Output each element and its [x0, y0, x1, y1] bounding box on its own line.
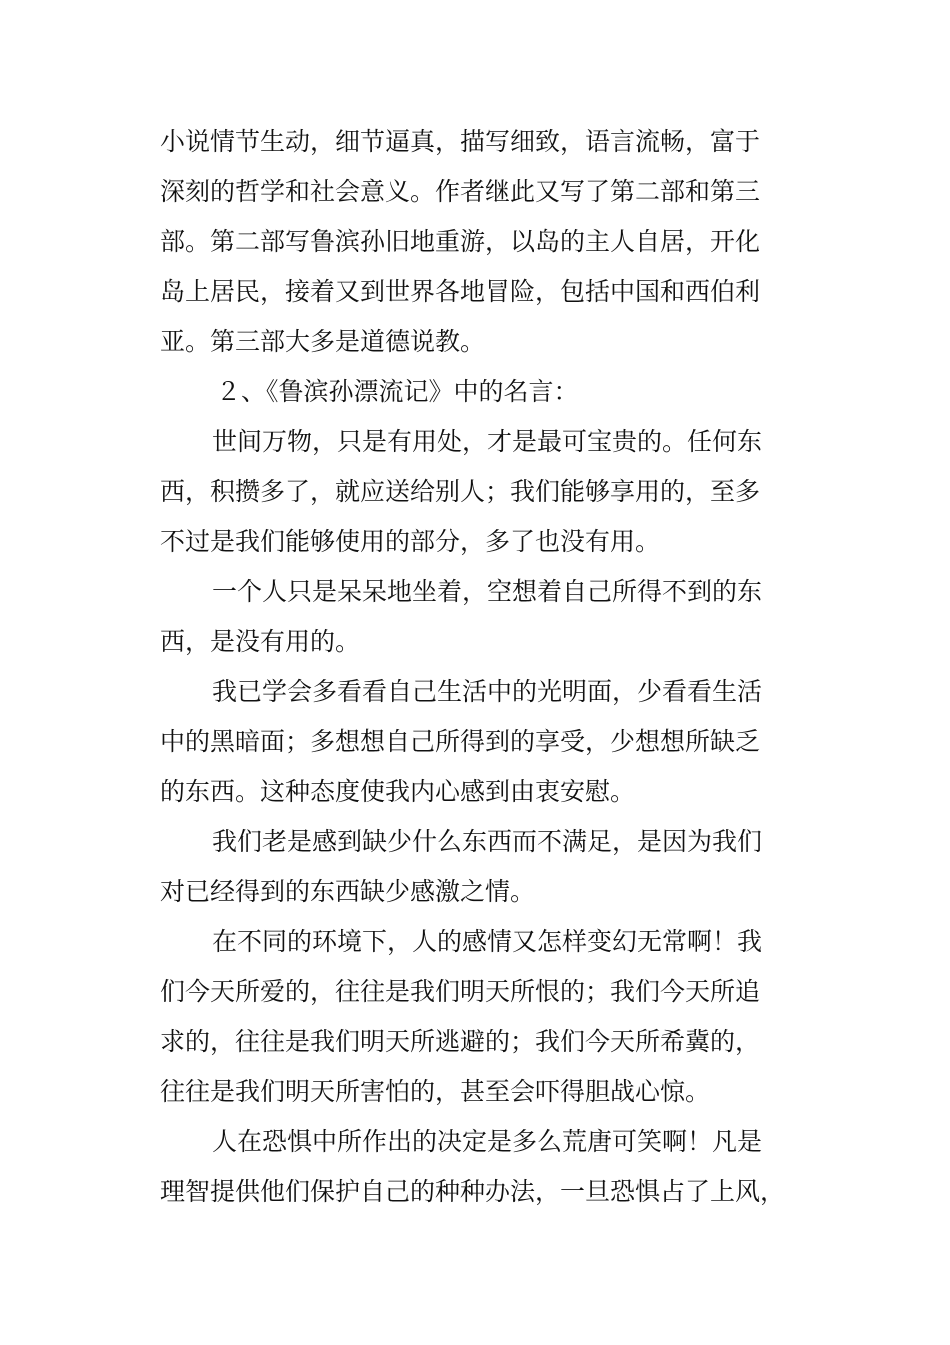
quote-paragraph-3 — [160, 667, 763, 817]
text-line: 中的黑暗面；多想想自己所得到的享受，少想想所缺乏 — [160, 727, 761, 756]
quote-paragraph-5 — [160, 917, 763, 1117]
text-line: 西，积攒多了，就应送给别人；我们能够享用的，至多 — [160, 477, 761, 506]
text-line: 的东西。这种态度使我内心感到由衷安慰。 — [160, 777, 636, 806]
text-line: 西，是没有用的。 — [160, 627, 361, 656]
document-body — [160, 117, 786, 1217]
section-heading — [160, 367, 720, 417]
text-line: 对已经得到的东西缺少感激之情。 — [160, 877, 536, 906]
quote-paragraph-2 — [160, 567, 763, 667]
text-line: 人在恐惧中所作出的决定是多么荒唐可笑啊！凡是 — [212, 1127, 763, 1156]
text-line: 亚。第三部大多是道德说教。 — [160, 327, 486, 356]
text-line: 深刻的哲学和社会意义。作者继此又写了第二部和第三 — [160, 177, 761, 206]
text-line: 往往是我们明天所害怕的，甚至会吓得胆战心惊。 — [160, 1077, 711, 1106]
paragraph-intro-summary — [160, 117, 761, 367]
text-line: 世间万物，只是有用处，才是最可宝贵的。任何东 — [212, 427, 763, 456]
text-line: 们今天所爱的，往往是我们明天所恨的；我们今天所追 — [160, 977, 761, 1006]
quote-paragraph-1 — [160, 417, 763, 567]
text-line: 理智提供他们保护自己的种种办法，一旦恐惧占了上风， — [160, 1177, 786, 1206]
text-line: 我已学会多看看自己生活中的光明面，少看看生活 — [212, 677, 763, 706]
heading-text: ２、《鲁滨孙漂流记》中的名言： — [216, 377, 579, 406]
text-line: 不过是我们能够使用的部分，多了也没有用。 — [160, 527, 661, 556]
text-line: 在不同的环境下，人的感情又怎样变幻无常啊！我 — [212, 927, 763, 956]
text-line: 小说情节生动，细节逼真，描写细致，语言流畅，富于 — [160, 127, 761, 156]
text-line: 岛上居民，接着又到世界各地冒险，包括中国和西伯利 — [160, 277, 761, 306]
text-line: 部。第二部写鲁滨孙旧地重游，以岛的主人自居，开化 — [160, 227, 761, 256]
text-line: 我们老是感到缺少什么东西而不满足，是因为我们 — [212, 827, 763, 856]
text-line: 求的，往往是我们明天所逃避的；我们今天所希冀的， — [160, 1027, 761, 1056]
quote-paragraph-6 — [160, 1117, 786, 1217]
text-line: 一个人只是呆呆地坐着，空想着自己所得不到的东 — [212, 577, 763, 606]
quote-paragraph-4 — [160, 817, 763, 917]
